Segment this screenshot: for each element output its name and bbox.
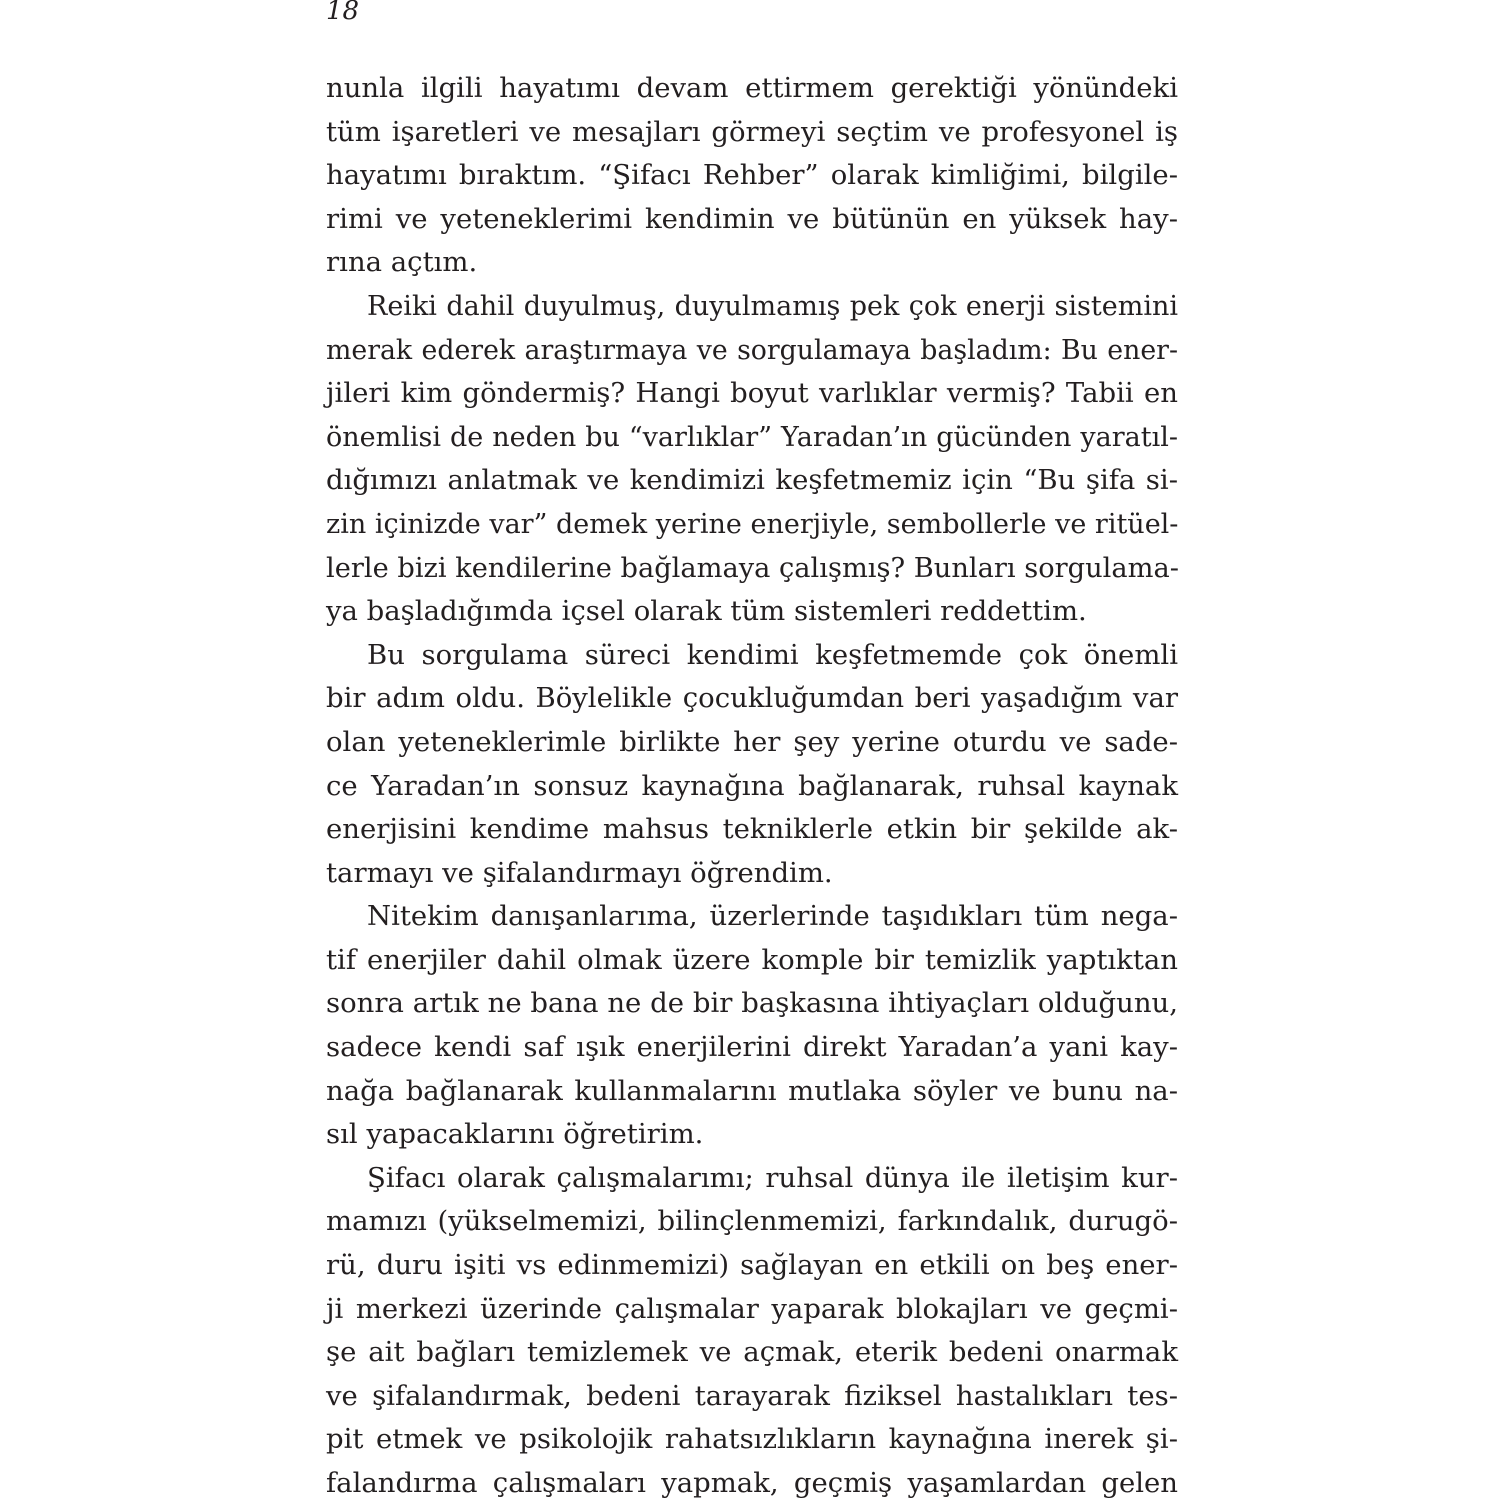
text-line: ji merkezi üzerinde çalışmalar yaparak blokajları ve geçmi- <box>326 1292 1178 1325</box>
text-line: ya başladığımda içsel olarak tüm sistemleri reddettim. <box>326 595 1087 628</box>
text-line: rimi ve yeteneklerimi kendimin ve bütünün en yüksek hay- <box>326 202 1178 235</box>
text-line: ve şifalandırmak, bedeni tarayarak fiziksel hastalıkları tes- <box>326 1379 1178 1412</box>
text-line: jileri kim göndermiş? Hangi boyut varlıklar vermiş? Tabii en <box>326 377 1178 410</box>
text-line: Nitekim danışanlarıma, üzerlerinde taşıdıkları tüm nega- <box>367 900 1178 933</box>
body-text <box>326 67 1178 1500</box>
text-line: Bu sorgulama süreci kendimi keşfetmemde çok önemli <box>367 638 1178 671</box>
text-line: sadece kendi saf ışık enerjilerini direkt Yaradan’a yani kay- <box>326 1031 1178 1064</box>
text-line: falandırma çalışmaları yapmak, geçmiş yaşamlardan gelen <box>326 1467 1178 1499</box>
text-line: ce Yaradan’ın sonsuz kaynağına bağlanarak, ruhsal kaynak <box>326 769 1178 802</box>
text-line: önemlisi de neden bu “varlıklar” Yaradan’ın gücünden yaratıl- <box>326 421 1178 453</box>
text-line: olan yeteneklerimle birlikte her şey yerine oturdu ve sade- <box>326 725 1178 758</box>
text-line: nağa bağlanarak kullanmalarını mutlaka söyler ve bunu na- <box>326 1074 1178 1107</box>
text-line: sıl yapacaklarını öğretirim. <box>326 1118 704 1151</box>
text-line: nunla ilgili hayatımı devam ettirmem gerektiği yönündeki <box>326 72 1178 104</box>
text-line: lerle bizi kendilerine bağlamaya çalışmış? Bunları sorgulama- <box>326 552 1179 584</box>
text-line: rına açtım. <box>326 246 478 279</box>
text-line: hayatımı bıraktım. “Şifacı Rehber” olarak kimliğimi, bilgile- <box>326 159 1178 192</box>
text-line: merak ederek araştırmaya ve sorgulamaya başladım: Bu ener- <box>326 334 1178 366</box>
text-line: dığımızı anlatmak ve kendimizi keşfetmemiz için “Bu şifa si- <box>326 464 1178 497</box>
text-line: Reiki dahil duyulmuş, duyulmamış pek çok enerji sistemini <box>367 290 1178 322</box>
text-line: zin içinizde var” demek yerine enerjiyle, sembollerle ve ritüel- <box>326 508 1179 540</box>
page-number: 18 <box>326 0 360 26</box>
text-line: Şifacı olarak çalışmalarımı; ruhsal dünya ile iletişim kur- <box>367 1161 1178 1194</box>
text-line: tüm işaretleri ve mesajları görmeyi seçtim ve profesyonel iş <box>326 115 1178 148</box>
text-line: enerjisini kendime mahsus tekniklerle etkin bir şekilde ak- <box>326 813 1178 846</box>
text-line: rü, duru işiti vs edinmemizi) sağlayan en etkili on beş ener- <box>326 1249 1178 1282</box>
text-line: tarmayı ve şifalandırmayı öğrendim. <box>326 856 833 889</box>
text-line: pit etmek ve psikolojik rahatsızlıkların kaynağına inerek şi- <box>326 1423 1178 1456</box>
text-line: şe ait bağları temizlemek ve açmak, eterik bedeni onarmak <box>326 1336 1178 1369</box>
text-line: sonra artık ne bana ne de bir başkasına ihtiyaçları olduğunu, <box>326 987 1178 1020</box>
text-line: bir adım oldu. Böylelikle çocukluğumdan beri yaşadığım var <box>326 682 1178 715</box>
text-line: mamızı (yükselmemizi, bilinçlenmemizi, farkındalık, durugö- <box>326 1205 1178 1238</box>
text-line: tif enerjiler dahil olmak üzere komple bir temizlik yaptıktan <box>326 943 1178 976</box>
